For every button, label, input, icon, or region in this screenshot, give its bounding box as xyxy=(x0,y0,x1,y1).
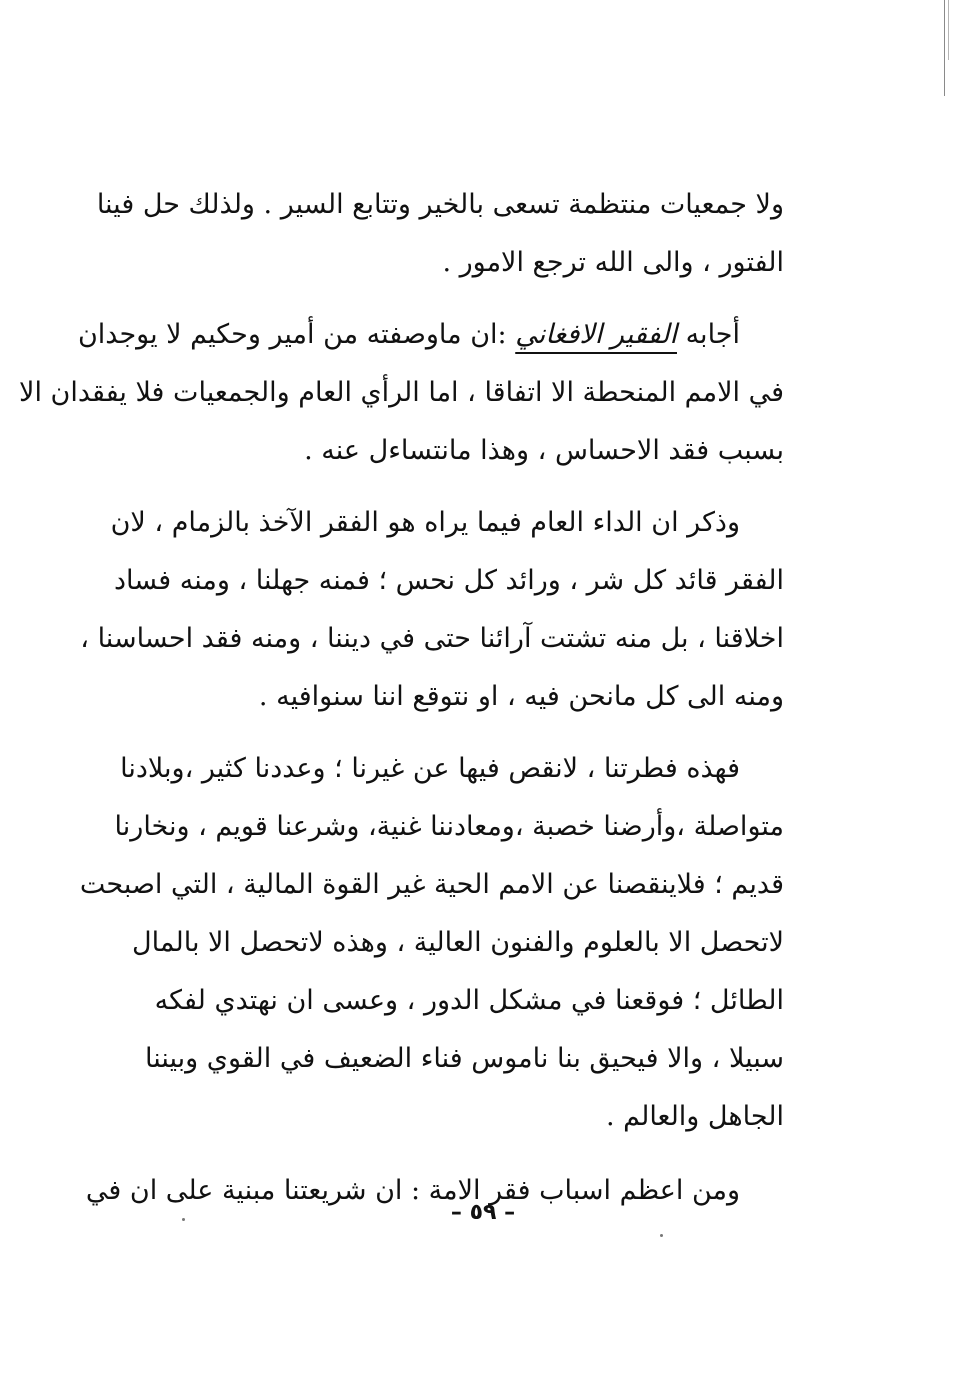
paragraph-3 xyxy=(80,494,784,726)
scan-speck xyxy=(182,1218,185,1221)
text-line: متواصلة ،وأرضنا خصبة ،ومعادننا غنية، وشرعنا قويم ، ونخارنا xyxy=(114,811,784,842)
paragraph-gap xyxy=(172,726,784,740)
paragraph-gap xyxy=(172,1146,784,1162)
text-line: لاتحصل الا بالعلوم والفنون العالية ، وهذه لاتحصل الا بالمال xyxy=(132,927,784,958)
page-body xyxy=(19,176,784,1220)
speaker-statement: :ان ماوصفته من أمير وحكيم لا يوجدان xyxy=(77,319,507,350)
text-line: الطائل ؛ فوقعنا في مشكل الدور ، وعسى ان نهتدي لفكه xyxy=(154,985,784,1016)
text-line: ولا جمعيات منتظمة تسعى بالخير وتتابع السير . ولذلك حل فينا xyxy=(96,189,784,220)
text-line: في الامم المنحطة الا اتفاقا ، اما الرأي العام والجمعيات فلا يفقدان الا xyxy=(19,377,784,408)
text-line: اخلاقنا ، بل منه تشتت آرائنا حتى في ديننا ، ومنه فقد احساسنا ، xyxy=(80,623,784,654)
text-line: ومن اعظم اسباب فقر الامة : ان شريعتنا مبنية على ان في xyxy=(85,1175,740,1206)
text-line: بسبب فقد الاحساس ، وهذا مانتساءل عنه . xyxy=(304,435,784,466)
speaker-lead: أجابه xyxy=(685,319,740,350)
paragraph-gap xyxy=(172,292,784,306)
paragraph-2 xyxy=(19,306,784,480)
paragraph-1 xyxy=(96,176,784,292)
paragraph-gap xyxy=(172,480,784,494)
scan-margin-rule xyxy=(944,0,945,96)
text-line: قديم ؛ فلاينقصنا عن الامم الحية غير القوة المالية ، التي اصبحت xyxy=(79,869,784,900)
scan-speck xyxy=(660,1234,663,1237)
text-line: وذكر ان الداء العام فيما يراه هو الفقر الآخذ بالزمام ، لان xyxy=(110,507,740,538)
text-line: فهذه فطرتنا ، لانقص فيها عن غيرنا ؛ وعددنا كثير ،وبلادنا xyxy=(120,753,740,784)
text-line: الجاهل والعالم . xyxy=(605,1101,784,1132)
text-line: ومنه الى كل مانحن فيه ، او نتوقع اننا سنوافيه . xyxy=(258,681,784,712)
text-line xyxy=(77,306,784,364)
speaker-name: الفقير الافغاني xyxy=(515,319,677,350)
text-line: الفقر قائد كل شر ، ورائد كل نحس ؛ فمنه جهلنا ، ومنه فساد xyxy=(113,565,784,596)
scan-margin-rule-secondary xyxy=(948,0,949,60)
paragraph-4 xyxy=(79,740,784,1146)
page-number: – ٥٩ – xyxy=(450,1200,516,1225)
text-line: سبيلا ، والا فيحيق بنا ناموس فناء الضعيف في القوي وبيننا xyxy=(145,1043,784,1074)
text-line: الفتور ، والى الله ترجع الامور . xyxy=(442,247,784,278)
